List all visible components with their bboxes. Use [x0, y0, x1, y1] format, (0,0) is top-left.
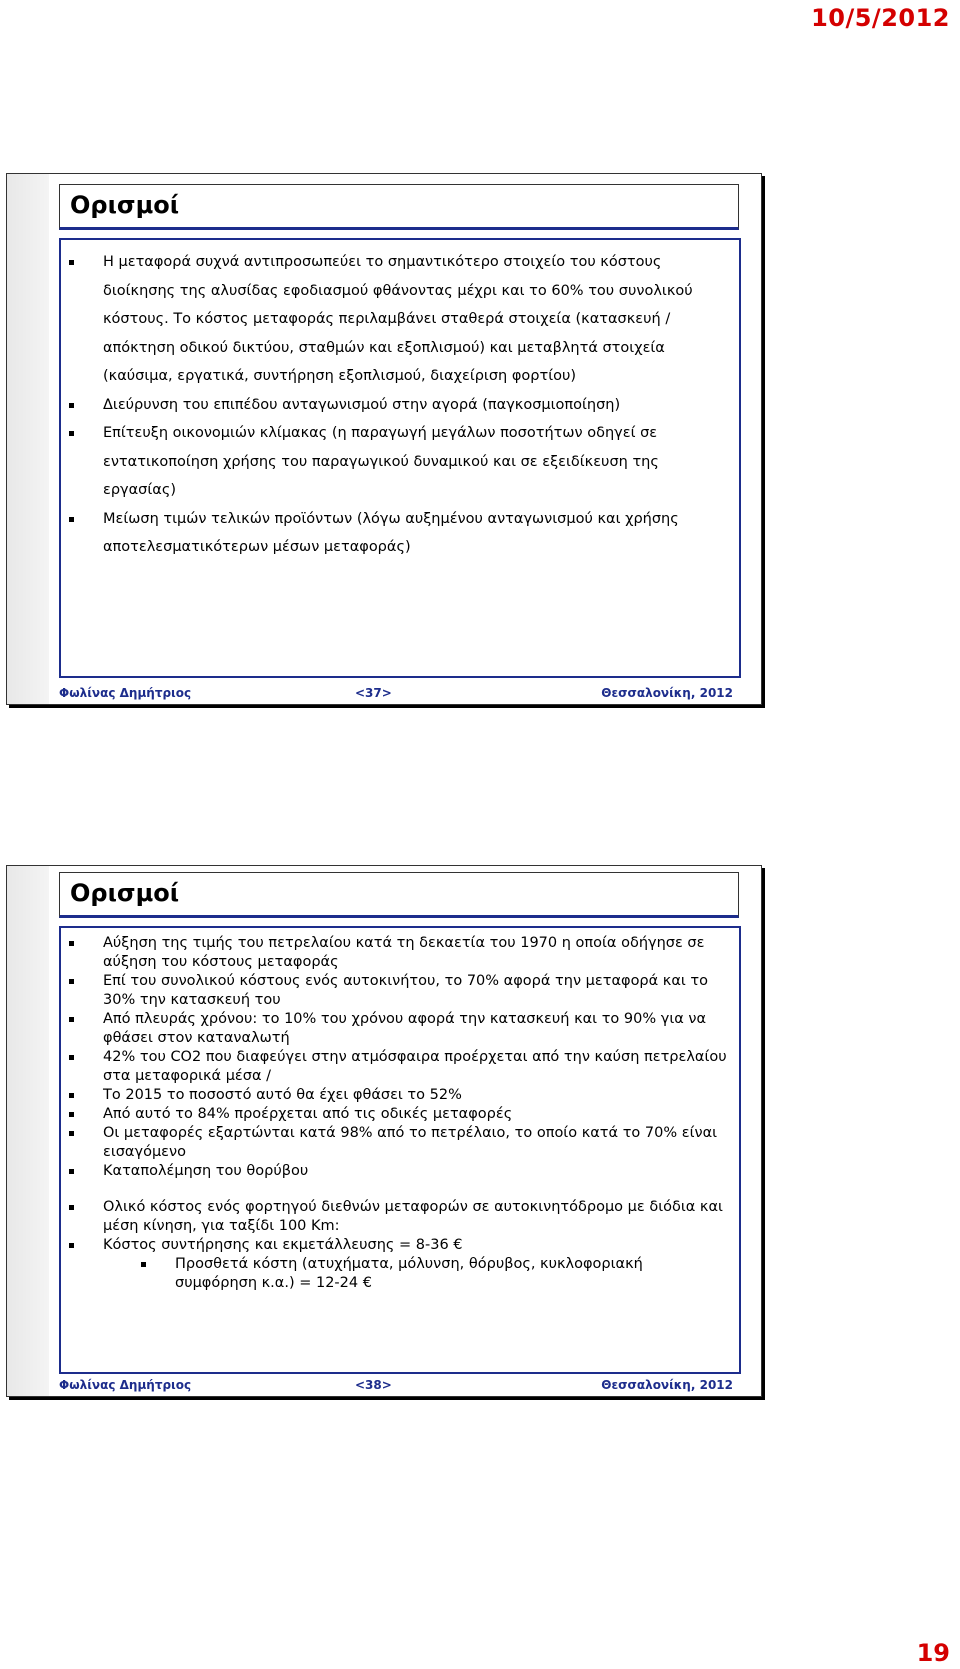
bullet-item	[61, 1048, 739, 1086]
bullet-item	[61, 972, 739, 1010]
slide-title: Ορισμοί	[70, 879, 180, 907]
bullet-text: Κόστος συντήρησης και εκμετάλλευσης = 8-36 €	[103, 1237, 463, 1253]
bullet-text: Μείωση τιμών τελικών προϊόντων (λόγω αυξημένου ανταγωνισμού και χρήσης αποτελεσματικότερων μέσων μεταφοράς)	[103, 510, 679, 555]
footer-author: Φωλίνας Δημήτριος	[59, 686, 192, 700]
slide-37	[6, 173, 762, 705]
bullet-text: Επί του συνολικού κόστους ενός αυτοκινήτου, το 70% αφορά την μεταφορά και το 30% την κατασκευή του	[103, 973, 709, 1008]
sub-bullet-text: Προσθετά κόστη (ατυχήματα, μόλυνση, θόρυβος, κυκλοφοριακή συμφόρηση κ.α.) = 12-24 €	[175, 1256, 643, 1291]
bullet-item	[61, 1124, 739, 1162]
slide-content	[59, 238, 741, 678]
bullet-text: Το 2015 το ποσοστό αυτό θα έχει φθάσει το 52%	[103, 1087, 462, 1103]
bullet-text: 42% του CO2 που διαφεύγει στην ατμόσφαιρα προέρχεται από την καύση πετρελαίου στα μεταφορικά μέσα /	[103, 1049, 727, 1084]
footer-author: Φωλίνας Δημήτριος	[59, 1378, 192, 1392]
bullet-item	[61, 1198, 739, 1236]
page-date: 10/5/2012	[811, 4, 950, 32]
slide-content	[59, 926, 741, 1374]
footer-place: Θεσσαλονίκη, 2012	[601, 686, 733, 700]
bullet-item	[61, 391, 739, 420]
slide-38	[6, 865, 762, 1397]
footer-slide-number: <37>	[355, 686, 392, 700]
bullet-text: Από πλευράς χρόνου: το 10% του χρόνου αφορά την κατασκευή και το 90% για να φθάσει στον καταναλωτή	[103, 1011, 707, 1046]
page-number: 19	[916, 1639, 950, 1667]
slide-sidebar	[7, 866, 49, 1396]
bullet-text: Διεύρυνση του επιπέδου ανταγωνισμού στην αγορά (παγκοσμιοποίηση)	[103, 396, 621, 413]
bullet-list	[61, 934, 739, 1293]
footer-place: Θεσσαλονίκη, 2012	[601, 1378, 733, 1392]
bullet-text: Από αυτό το 84% προέρχεται από τις οδικές μεταφορές	[103, 1106, 513, 1122]
bullet-text: Αύξηση της τιμής του πετρελαίου κατά τη δεκαετία του 1970 η οποία οδήγησε σε αύξηση του κόστους μεταφοράς	[103, 935, 705, 970]
bullet-item	[61, 505, 739, 562]
bullet-item	[61, 934, 739, 972]
bullet-text: Οι μεταφορές εξαρτώνται κατά 98% από το πετρέλαιο, το οποίο κατά το 70% είναι εισαγόμενο	[103, 1125, 718, 1160]
bullet-item	[61, 1162, 739, 1181]
bullet-item	[61, 248, 739, 391]
slide-title-box	[59, 872, 739, 918]
bullet-text: Ολικό κόστος ενός φορτηγού διεθνών μεταφορών σε αυτοκινητόδρομο με διόδια και μέση κίνηση, για ταξίδι 100 Km:	[103, 1199, 723, 1234]
bullet-item	[61, 1086, 739, 1105]
sub-bullet-item	[61, 1255, 739, 1293]
slide-title: Ορισμοί	[70, 191, 180, 219]
slide-sidebar	[7, 174, 49, 704]
bullet-item	[61, 1105, 739, 1124]
bullet-text: Καταπολέμηση του θορύβου	[103, 1163, 309, 1179]
bullet-item	[61, 1236, 739, 1255]
footer-slide-number: <38>	[355, 1378, 392, 1392]
bullet-item	[61, 1010, 739, 1048]
slide-title-box	[59, 184, 739, 230]
bullet-item	[61, 419, 739, 505]
bullet-text: Η μεταφορά συχνά αντιπροσωπεύει το σημαντικότερο στοιχείο του κόστους διοίκησης της αλυσίδας εφοδιασμού φθάνοντας μέχρι και το 60% του συνολικού κόστους. Το κόστος μεταφοράς περιλαμβάνει σταθερά στοιχεία (κατασκευή / απόκτηση οδικού δικτύου, σταθμών και εξοπλισμού) και μεταβλητά στοιχεία (καύσιμα, εργατικά, συντήρηση εξοπλισμού, διαχείριση φορτίου)	[103, 254, 693, 384]
bullet-list	[61, 248, 739, 562]
bullet-text: Επίτευξη οικονομιών κλίμακας (η παραγωγή μεγάλων ποσοτήτων οδηγεί σε εντατικοποίηση χρήσης του παραγωγικού δυναμικού και σε εξειδίκευση της εργασίας)	[103, 425, 659, 498]
